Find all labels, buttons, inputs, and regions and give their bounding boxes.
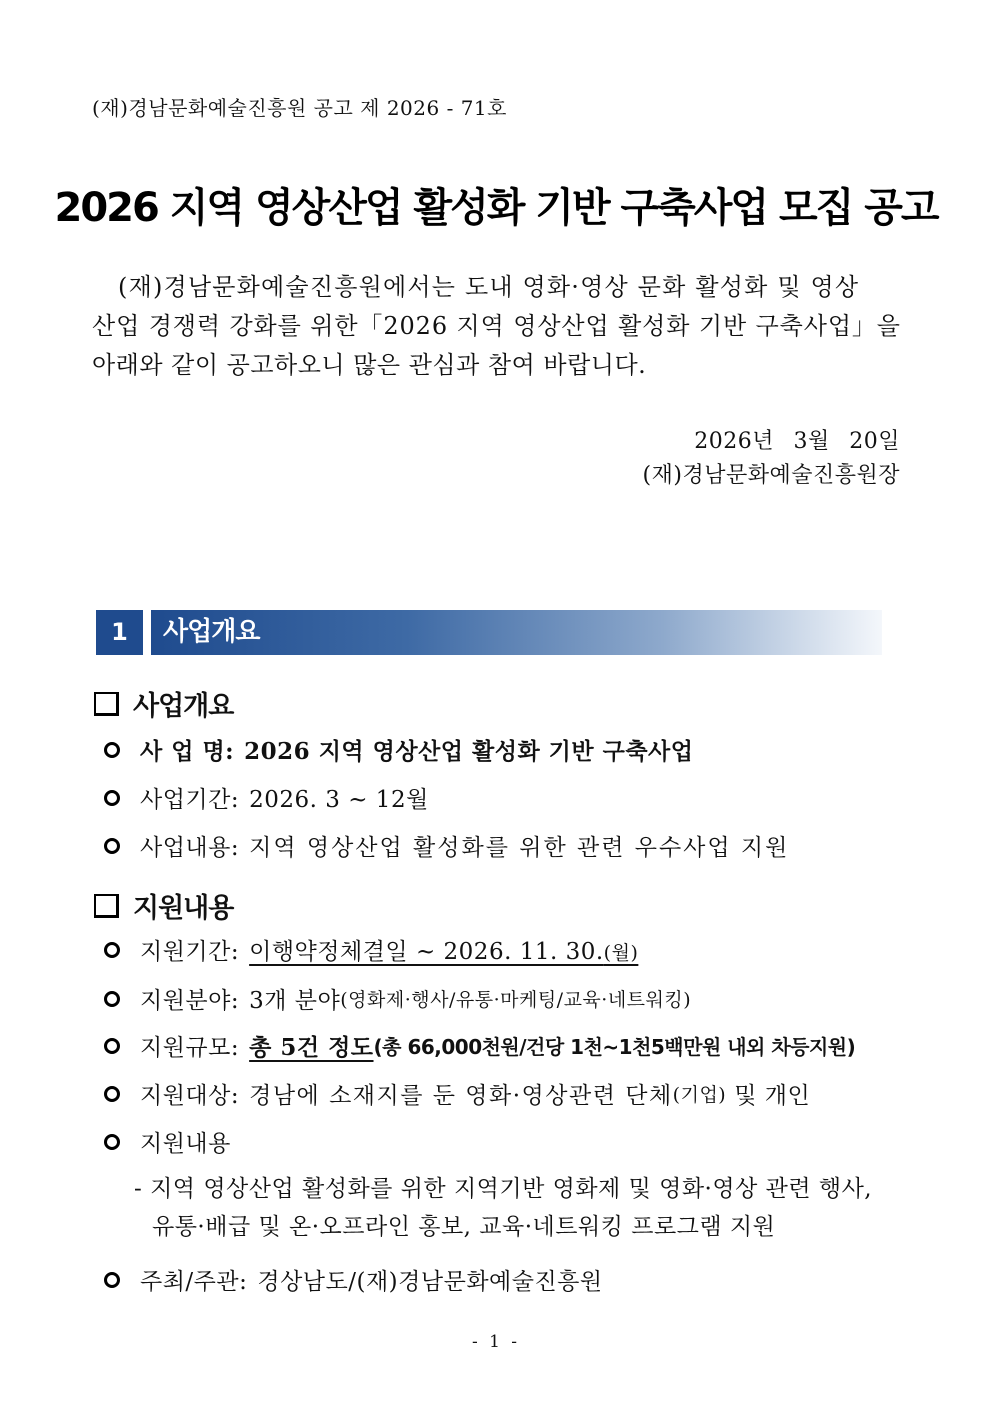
circle-bullet-icon bbox=[104, 1038, 120, 1054]
section-header bbox=[96, 610, 882, 655]
intro-paragraph bbox=[92, 268, 900, 385]
item-value: 2026. 3 ~ 12월 bbox=[249, 787, 429, 813]
item-value: 2026 지역 영상산업 활성화 기반 구축사업 bbox=[244, 738, 694, 765]
support-item-target bbox=[104, 1077, 810, 1110]
item-key: 지원규모: bbox=[140, 1035, 240, 1061]
item-key: 지원내용 bbox=[140, 1131, 231, 1157]
circle-bullet-icon bbox=[104, 1272, 120, 1288]
overview-item-name bbox=[104, 733, 694, 766]
circle-bullet-icon bbox=[104, 942, 120, 958]
circle-bullet-icon bbox=[104, 742, 120, 758]
item-value: 총 5건 정도 bbox=[249, 1034, 374, 1061]
overview-item-period bbox=[104, 781, 429, 814]
detail-line-1: - 지역 영상산업 활성화를 위한 지역기반 영화제 및 영화·영상 관련 행사, bbox=[134, 1176, 873, 1202]
intro-line-1: (재)경남문화예술진흥원에서는 도내 영화·영상 문화 활성화 및 영상 bbox=[118, 273, 860, 301]
item-key: 지원분야: bbox=[140, 988, 240, 1014]
item-key: 지원기간: bbox=[140, 939, 240, 965]
support-item-period bbox=[104, 933, 638, 966]
circle-bullet-icon bbox=[104, 1134, 120, 1150]
item-key: 주최/주관: bbox=[140, 1269, 248, 1295]
item-key: 사업내용: bbox=[140, 835, 240, 861]
subheading-label: 사업개요 bbox=[133, 691, 234, 722]
section-title: 사업개요 bbox=[163, 617, 260, 647]
overview-item-content bbox=[104, 829, 789, 862]
support-content-detail bbox=[134, 1170, 872, 1246]
page-number: - 1 - bbox=[471, 1332, 521, 1352]
page-title: 2026 지역 영상산업 활성화 기반 구축사업 모집 공고 bbox=[54, 185, 938, 231]
support-item-field bbox=[104, 982, 691, 1015]
subheading-support bbox=[94, 886, 233, 925]
item-value-paren: (영화제·행사/유통·마케팅/교육·네트워킹) bbox=[340, 989, 692, 1011]
intro-line-2: 산업 경쟁력 강화를 위한「2026 지역 영상산업 활성화 기반 구축사업」을 bbox=[92, 312, 901, 340]
support-item-scale bbox=[104, 1029, 855, 1062]
item-key: 사 업 명: bbox=[140, 738, 235, 765]
period-value-main: 이행약정체결일 ~ 2026. 11. 30. bbox=[249, 939, 604, 965]
subheading-label: 지원내용 bbox=[133, 893, 234, 924]
item-value: 경상남도/(재)경남문화예술진흥원 bbox=[257, 1269, 603, 1295]
item-value: 지역 영상산업 활성화를 위한 관련 우수사업 지원 bbox=[249, 835, 790, 861]
period-value-paren: (월) bbox=[603, 942, 639, 964]
circle-bullet-icon bbox=[104, 838, 120, 854]
detail-line-2: 유통·배급 및 온·오프라인 홍보, 교육·네트워킹 프로그램 지원 bbox=[152, 1214, 776, 1240]
intro-line-3: 아래와 같이 공고하오니 많은 관심과 참여 바랍니다. bbox=[92, 351, 647, 379]
notice-date: 2026년 3월 20일 bbox=[694, 429, 900, 454]
support-item-content bbox=[104, 1125, 241, 1158]
section-band bbox=[151, 610, 882, 655]
item-value: 3개 분야 bbox=[249, 988, 341, 1014]
circle-bullet-icon bbox=[104, 790, 120, 806]
issuer-name: (재)경남문화예술진흥원장 bbox=[642, 463, 900, 488]
item-key: 사업기간: bbox=[140, 787, 240, 813]
square-bullet-icon bbox=[94, 894, 119, 918]
circle-bullet-icon bbox=[104, 991, 120, 1007]
item-value: 경남에 소재지를 둔 영화·영상관련 단체 bbox=[249, 1083, 673, 1109]
section-number: 1 bbox=[96, 610, 143, 655]
item-value-tail: 및 개인 bbox=[734, 1083, 811, 1109]
circle-bullet-icon bbox=[104, 1086, 120, 1102]
item-value bbox=[249, 933, 638, 966]
notice-number: (재)경남문화예술진흥원 공고 제 2026 - 71호 bbox=[92, 96, 507, 120]
item-value-paren: (기업) bbox=[672, 1084, 727, 1106]
support-item-host bbox=[104, 1263, 603, 1296]
item-key: 지원대상: bbox=[140, 1083, 240, 1109]
square-bullet-icon bbox=[94, 692, 119, 716]
item-value-paren: (총 66,000천원/건당 1천~1천5백만원 내외 차등지원) bbox=[373, 1035, 856, 1059]
subheading-overview bbox=[94, 684, 233, 723]
